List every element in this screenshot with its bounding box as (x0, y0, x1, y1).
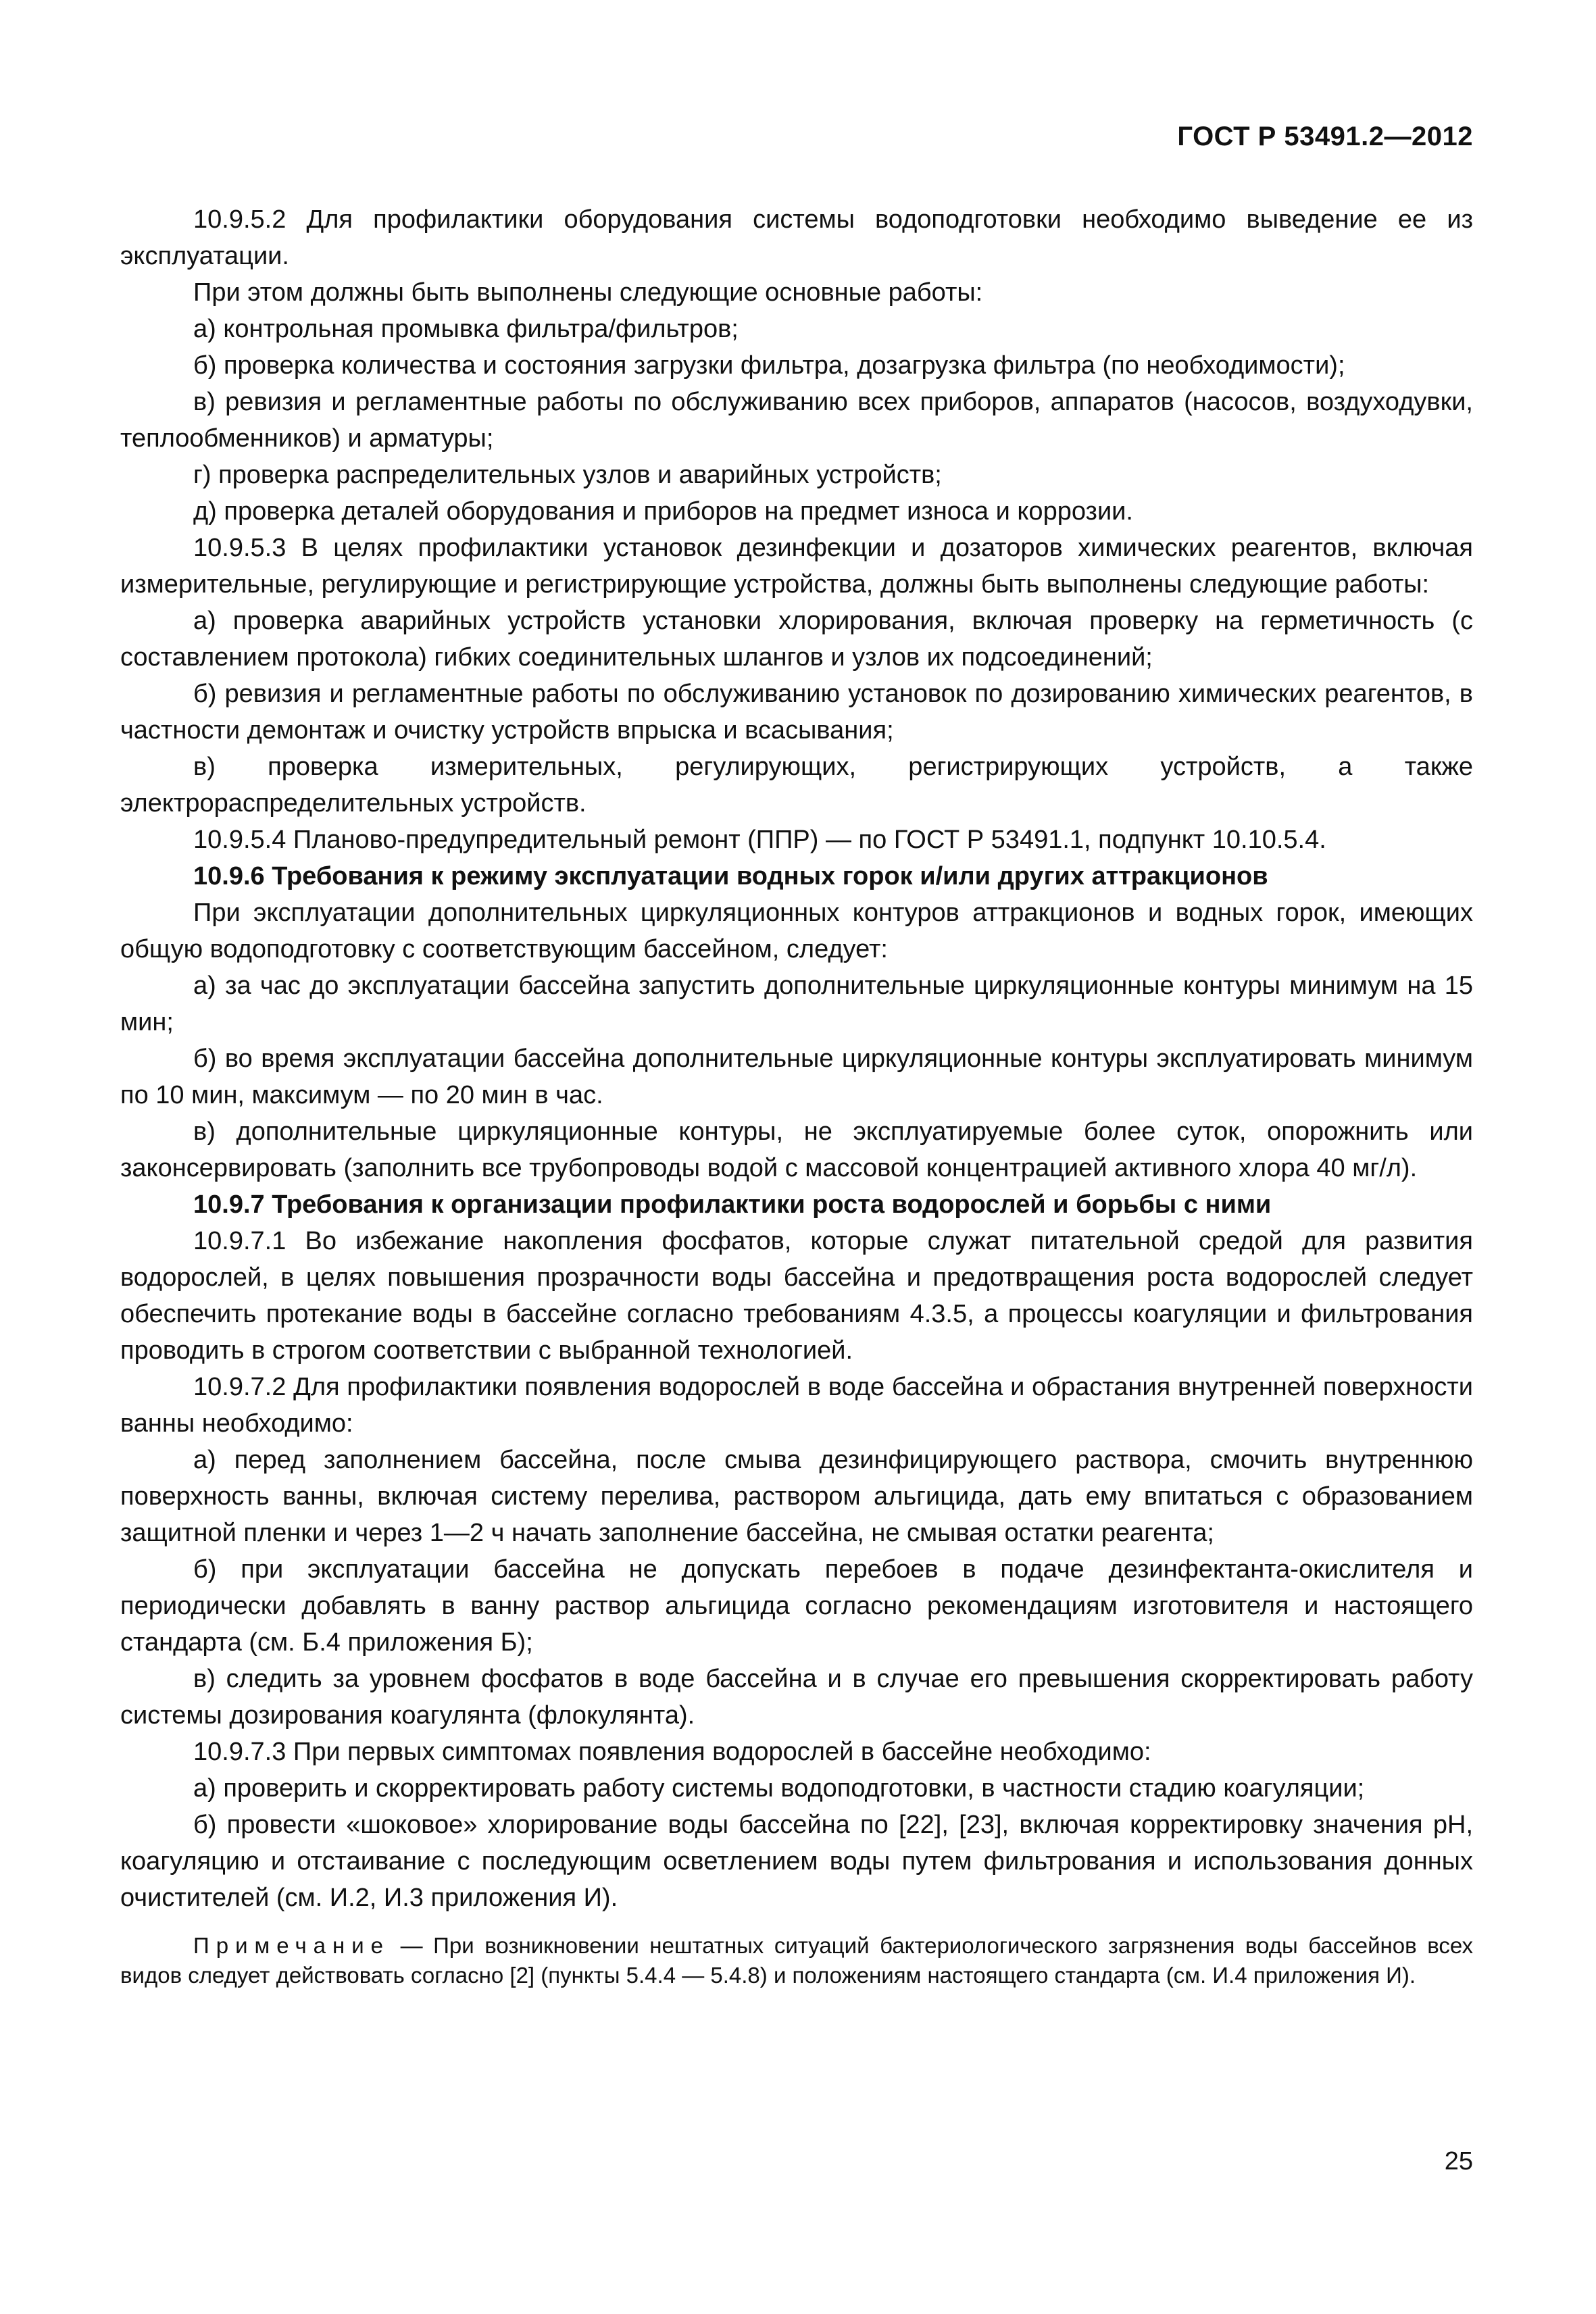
paragraph: При эксплуатации дополнительных циркуляционных контуров аттракционов и водных горок, имеющих общую водоподготовку с соответствующим бассейном, следует: (120, 899, 1473, 963)
paragraph: 10.9.5.2 Для профилактики оборудования системы водоподготовки необходимо выведение ее из эксплуатации. (120, 205, 1473, 270)
list-item: в) следить за уровнем фосфатов в воде бассейна и в случае его превышения скорректировать работу системы дозирования коагулянта (флокулянта). (120, 1665, 1473, 1730)
list-item: б) проверка количества и состояния загрузки фильтра, дозагрузка фильтра (по необходимости); (193, 351, 1345, 380)
list-item: а) проверить и скорректировать работу системы водоподготовки, в частности стадию коагуляции; (193, 1774, 1365, 1803)
note-label: Примечание (193, 1933, 391, 1958)
paragraph: 10.9.5.4 Планово-предупредительный ремонт (ППР) — по ГОСТ Р 53491.1, подпункт 10.10.5.4. (193, 826, 1326, 854)
list-item: б) во время эксплуатации бассейна дополнительные циркуляционные контуры эксплуатировать минимум по 10 мин, максимум — по 20 мин в час. (120, 1045, 1473, 1109)
list-item: а) контрольная промывка фильтра/фильтров; (193, 315, 739, 343)
paragraph: 10.9.7.2 Для профилактики появления водорослей в воде бассейна и обрастания внутренней поверхности ванны необходимо: (120, 1373, 1473, 1438)
note (120, 1931, 1473, 1990)
list-item: б) при эксплуатации бассейна не допускать перебоев в подаче дезинфектанта-окислителя и периодически добавлять в ванну раствор альгицида согласно рекомендациям изготовителя и настоящего стандарта (см. Б.4 приложения Б); (120, 1555, 1473, 1657)
list-item: г) проверка распределительных узлов и аварийных устройств; (193, 461, 942, 489)
list-item: а) проверка аварийных устройств установки хлорирования, включая проверку на герметичность (с составлением протокола) гибких соединительных шлангов и узлов их подсоединений; (120, 607, 1473, 672)
paragraph: При этом должны быть выполнены следующие основные работы: (193, 278, 983, 307)
list-item: в) ревизия и регламентные работы по обслуживанию всех приборов, аппаратов (насосов, воздуходувки, теплообменников) и арматуры; (120, 388, 1473, 453)
document-body (120, 201, 1473, 1990)
document-header: ГОСТ Р 53491.2—2012 (1177, 122, 1473, 151)
list-item: б) провести «шоковое» хлорирование воды бассейна по [22], [23], включая корректировку значения pH, коагуляцию и отстаивание с последующим осветлением воды путем фильтрования и использования донных очистителей (см. И.2, И.3 приложения И). (120, 1811, 1473, 1912)
note-text: — При возникновении нештатных ситуаций бактериологического загрязнения воды бассейнов всех видов следует действовать согласно [2] (пункты 5.4.4 — 5.4.8) и положениям настоящего стандарта (см. И.4 приложения И). (120, 1933, 1473, 1988)
list-item: а) перед заполнением бассейна, после смыва дезинфицирующего раствора, смочить внутреннюю поверхность ванны, включая систему перелива, раствором альгицида, дать ему впитаться с образованием защитной пленки и через 1—2 ч начать заполнение бассейна, не смывая остатки реагента; (120, 1446, 1473, 1547)
list-item: в) проверка измерительных, регулирующих, регистрирующих устройств, а также электрораспределительных устройств. (120, 753, 1473, 818)
section-heading: 10.9.7 Требования к организации профилактики роста водорослей и борьбы с ними (193, 1190, 1272, 1219)
list-item: а) за час до эксплуатации бассейна запустить дополнительные циркуляционные контуры минимум на 15 мин; (120, 972, 1473, 1036)
list-item: б) ревизия и регламентные работы по обслуживанию установок по дозированию химических реагентов, в частности демонтаж и очистку устройств впрыска и всасывания; (120, 680, 1473, 745)
page-number: 25 (1444, 2147, 1473, 2175)
list-item: д) проверка деталей оборудования и приборов на предмет износа и коррозии. (193, 497, 1133, 526)
paragraph: 10.9.5.3 В целях профилактики установок дезинфекции и дозаторов химических реагентов, включая измерительные, регулирующие и регистрирующие устройства, должны быть выполнены следующие работы: (120, 534, 1473, 599)
list-item: в) дополнительные циркуляционные контуры, не эксплуатируемые более суток, опорожнить или законсервировать (заполнить все трубопроводы водой с массовой концентрацией активного хлора 40 мг/л). (120, 1117, 1473, 1182)
section-heading: 10.9.6 Требования к режиму эксплуатации водных горок и/или других аттракционов (193, 862, 1268, 890)
paragraph: 10.9.7.1 Во избежание накопления фосфатов, которые служат питательной средой для развития водорослей, в целях повышения прозрачности воды бассейна и предотвращения роста водорослей следует обеспечить протекание воды в бассейне согласно требованиям 4.3.5, а процессы коагуляции и фильтрования проводить в строгом соответствии с выбранной технологией. (120, 1227, 1473, 1365)
paragraph: 10.9.7.3 При первых симптомах появления водорослей в бассейне необходимо: (193, 1738, 1151, 1766)
